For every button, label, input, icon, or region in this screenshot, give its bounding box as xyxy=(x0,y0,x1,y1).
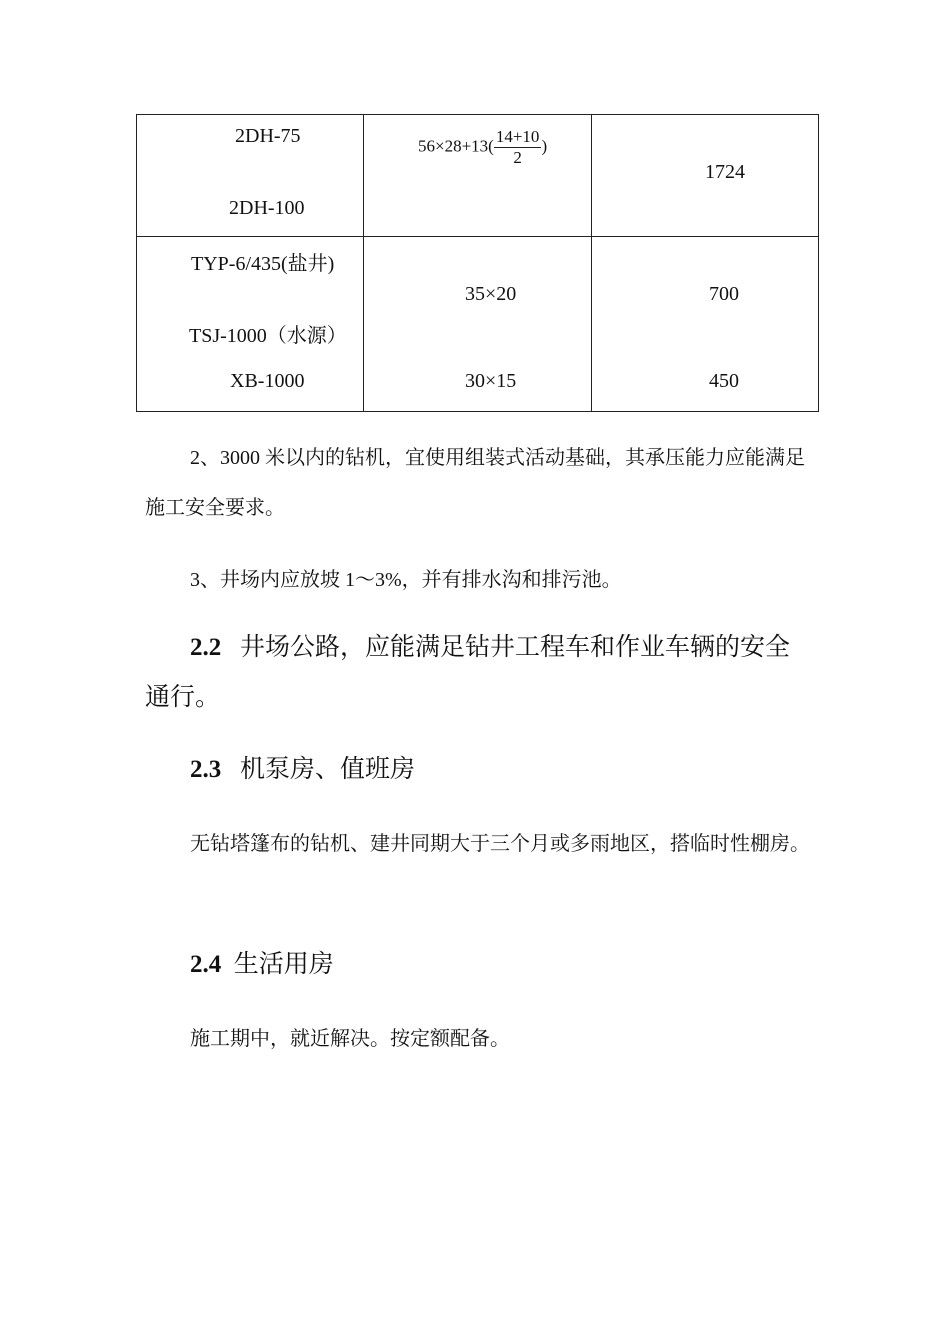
value-450: 450 xyxy=(709,370,739,392)
formula-suffix: ) xyxy=(541,136,548,156)
heading-text: 井场公路，应能满足钻井工程车和作业车辆的安全通行。 xyxy=(145,634,791,711)
table-cell-value xyxy=(592,115,819,237)
model-xb: XB-1000 xyxy=(230,370,305,392)
value-1724: 1724 xyxy=(705,161,745,183)
heading-number: 2.4 xyxy=(190,951,222,978)
formula-numerator: 14+10 xyxy=(495,127,540,146)
heading-text: 机泵房、值班房 xyxy=(240,756,416,783)
paragraph-2-3: 无钻塔篷布的钻机、建井同期大于三个月或多雨地区，搭临时性棚房。 xyxy=(190,833,810,855)
heading-2-3 xyxy=(145,745,810,795)
formula-fraction xyxy=(494,127,542,168)
formula-denominator: 2 xyxy=(513,148,522,167)
model-typ: TYP-6/435(盐井) xyxy=(191,253,335,275)
table-cell-size xyxy=(364,237,592,412)
table-row xyxy=(137,115,819,237)
table-row xyxy=(137,237,819,412)
formula-prefix: 56×28+13( xyxy=(418,136,494,156)
paragraph-3: 3、井场内应放坡 1～3%，并有排水沟和排污池。 xyxy=(190,569,622,591)
paragraph-2: 2、3000 米以内的钻机，宜使用组装式活动基础，其承压能力应能满足施工安全要求。 xyxy=(145,447,805,519)
table-cell-value xyxy=(592,237,819,412)
heading-number: 2.2 xyxy=(190,634,222,661)
area-formula xyxy=(418,127,547,168)
model-2dh-75: 2DH-75 xyxy=(235,125,301,147)
model-tsj: TSJ-1000（水源） xyxy=(189,325,347,347)
heading-number: 2.3 xyxy=(190,756,222,783)
value-700: 700 xyxy=(709,283,739,305)
size-30x15: 30×15 xyxy=(465,370,517,392)
equipment-table xyxy=(136,114,819,412)
size-35x20: 35×20 xyxy=(465,283,517,305)
heading-2-4 xyxy=(145,940,810,990)
table-cell-formula xyxy=(364,115,592,237)
table-cell-model xyxy=(137,115,364,237)
heading-text: 生活用房 xyxy=(233,951,334,978)
heading-2-2 xyxy=(145,623,810,723)
table-cell-model xyxy=(137,237,364,412)
paragraph-2-4: 施工期中，就近解决。按定额配备。 xyxy=(190,1028,510,1050)
model-2dh-100: 2DH-100 xyxy=(229,197,305,219)
